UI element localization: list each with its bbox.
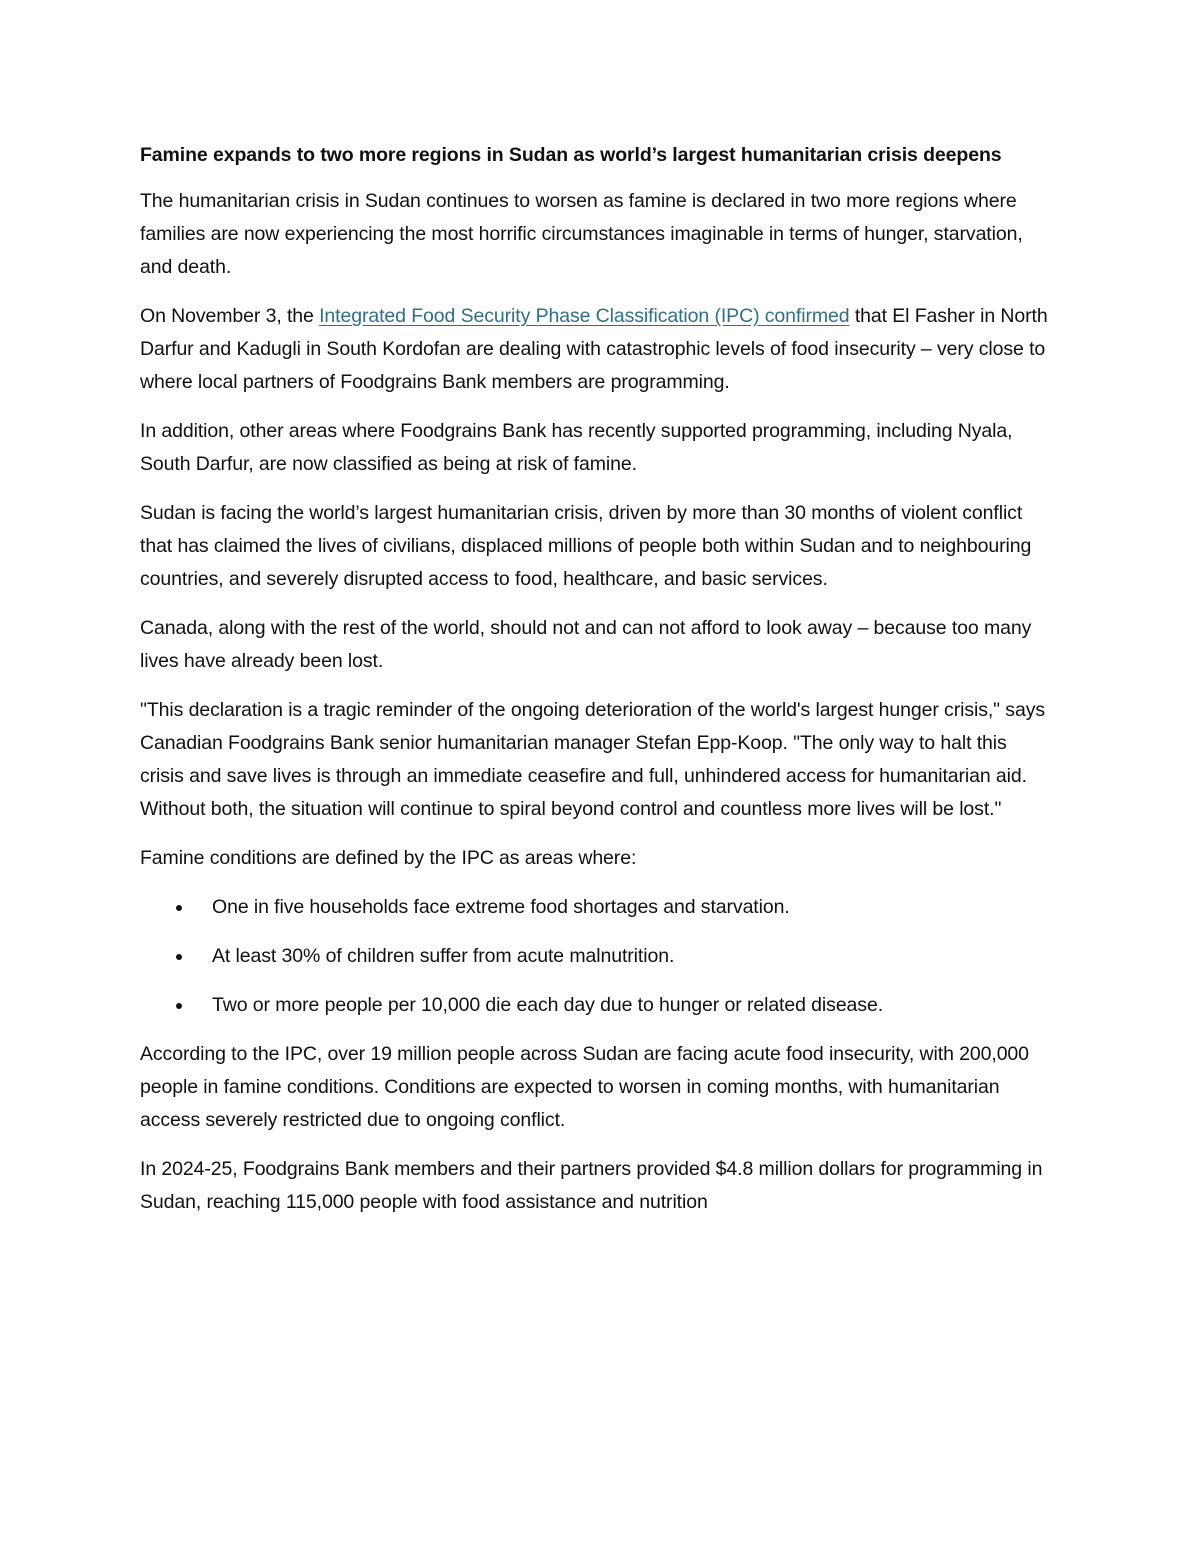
bullet-icon — [176, 905, 182, 911]
list-item — [140, 940, 1055, 973]
paragraph-crisis-context: Sudan is facing the world’s largest humanitarian crisis, driven by more than 30 months of violent conflict that has claimed the lives of civilians, displaced millions of people both within Sudan and to neighbouring countries, and severely disrupted access to food, healthcare, and basic services. — [140, 502, 1032, 590]
paragraph-famine-definition: Famine conditions are defined by the IPC as areas where: — [140, 847, 637, 869]
bullet-icon — [176, 954, 182, 960]
paragraph-canada-call: Canada, along with the rest of the world, should not and can not afford to look away – because too many lives have already been lost. — [140, 617, 1032, 672]
list-item — [140, 891, 1055, 924]
paragraph-ipc-rest: that El Fasher in North Darfur and Kadugli in South Kordofan are dealing with catastrophic levels of food insecurity – very close to where local partners of Foodgrains Bank members are programming. — [140, 305, 1048, 393]
article-title: Famine expands to two more regions in Sudan as world’s largest humanitarian crisis deepens — [140, 144, 1002, 166]
list-item — [140, 989, 1055, 1022]
paragraph-ipc-statistics: According to the IPC, over 19 million people across Sudan are facing acute food insecurity, with 200,000 people in famine conditions. Conditions are expected to worsen in coming months, with humanitarian access severely restricted due to ongoing conflict. — [140, 1043, 1029, 1131]
paragraph-risk-areas: In addition, other areas where Foodgrains Bank has recently supported programming, including Nyala, South Darfur, are now classified as being at risk of famine. — [140, 420, 1013, 475]
list-item-text: Two or more people per 10,000 die each day due to hunger or related disease. — [212, 994, 884, 1016]
document-page — [140, 140, 1055, 1235]
paragraph-ipc-lead: On November 3, the — [140, 305, 320, 327]
famine-criteria-list — [140, 891, 1055, 1022]
paragraph-intro: The humanitarian crisis in Sudan continues to worsen as famine is declared in two more regions where families are now experiencing the most horrific circumstances imaginable in terms of hunger, starvation, and death. — [140, 190, 1023, 278]
bullet-icon — [176, 1003, 182, 1009]
ipc-confirmation-link[interactable]: Integrated Food Security Phase Classification (IPC) confirmed — [319, 305, 850, 327]
paragraph-ipc-confirmation — [140, 300, 1055, 399]
list-item-text: At least 30% of children suffer from acute malnutrition. — [212, 945, 675, 967]
list-item-text: One in five households face extreme food shortages and starvation. — [212, 896, 790, 918]
paragraph-quote: "This declaration is a tragic reminder of the ongoing deterioration of the world's largest hunger crisis," says Canadian Foodgrains Bank senior humanitarian manager Stefan Epp-Koop. "The only way to halt this crisis and save lives is through an immediate ceasefire and full, unhindered access for humanitarian aid. Without both, the situation will continue to spiral beyond control and countless more lives will be lost." — [140, 699, 1046, 820]
paragraph-funding: In 2024-25, Foodgrains Bank members and their partners provided $4.8 million dollars for programming in Sudan, reaching 115,000 people with food assistance and nutrition — [140, 1158, 1043, 1213]
